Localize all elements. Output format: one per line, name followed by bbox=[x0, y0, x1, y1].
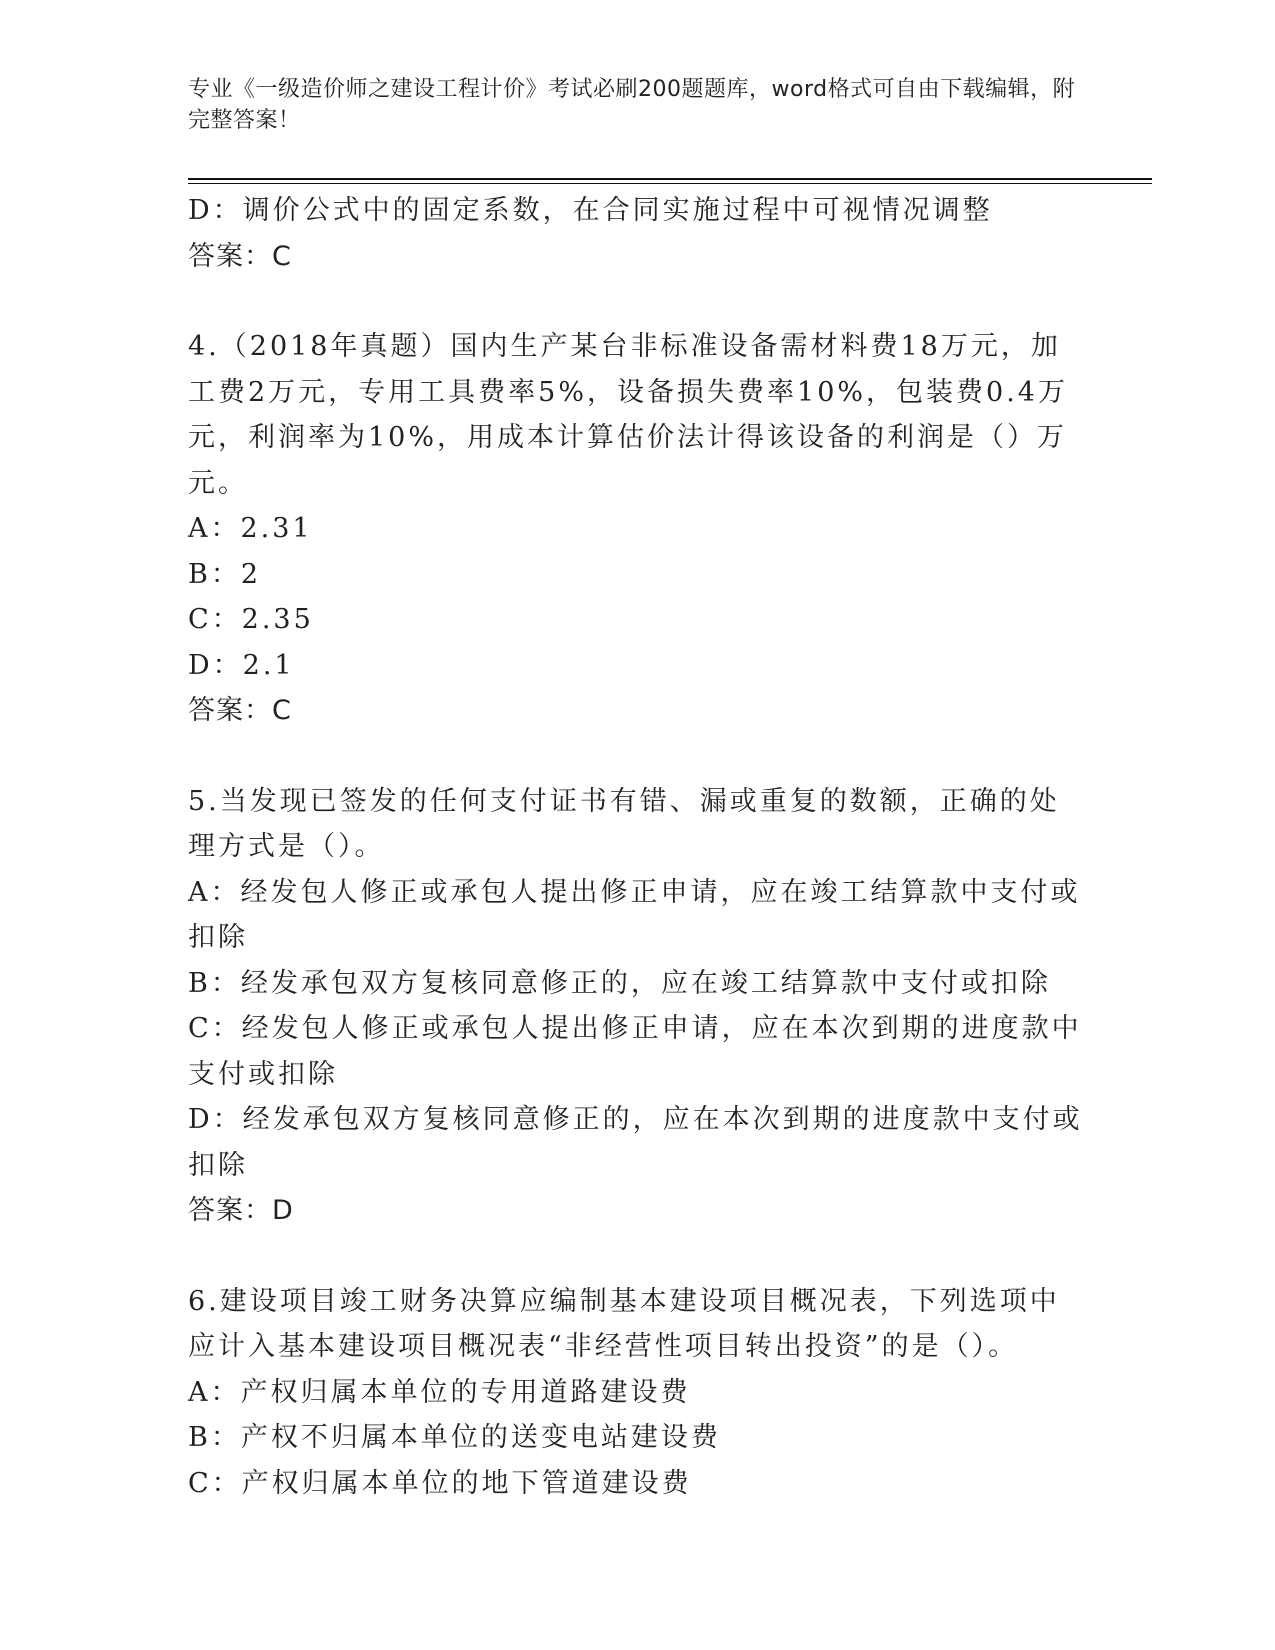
option-d: D：2.1 bbox=[188, 649, 295, 681]
option-c: C：2.35 bbox=[188, 604, 314, 635]
option-a: A：2.31 bbox=[188, 513, 313, 544]
answer-line: 答案：D bbox=[188, 1195, 294, 1226]
header-rule-thin bbox=[188, 183, 1152, 184]
answer-line: 答案：C bbox=[188, 240, 292, 272]
header-rule-thick bbox=[188, 178, 1152, 180]
option-c: C：产权归属本单位的地下管道建设费 bbox=[188, 1467, 692, 1499]
question-stem: 6.建设项目竣工财务决算应编制基本建设项目概况表，下列选项中应计入基本建设项目概况表“非经营性项目转出投资”的是（）。 bbox=[188, 1285, 1060, 1362]
option-b: B：2 bbox=[188, 558, 262, 590]
option-d: D：经发承包双方复核同意修正的，应在本次到期的进度款中支付或扣除 bbox=[188, 1104, 1083, 1181]
option-b: B：经发承包双方复核同意修正的，应在竣工结算款中支付或扣除 bbox=[188, 967, 1051, 999]
question-4 bbox=[188, 324, 1088, 734]
document-body bbox=[188, 188, 1088, 1506]
option-a: A：产权归属本单位的专用道路建设费 bbox=[188, 1376, 691, 1408]
question-5 bbox=[188, 779, 1088, 1234]
question-stem: 5.当发现已签发的任何支付证书有错、漏或重复的数额，正确的处理方式是（）。 bbox=[188, 785, 1060, 862]
question-6 bbox=[188, 1279, 1088, 1507]
option-b: B：产权不归属本单位的送变电站建设费 bbox=[188, 1422, 721, 1453]
page-header: 专业《一级造价师之建设工程计价》考试必刷200题题库，word格式可自由下载编辑，附完整答案！ bbox=[188, 77, 1076, 133]
option-a: A：经发包人修正或承包人提出修正申请，应在竣工结算款中支付或扣除 bbox=[188, 876, 1081, 953]
option-d: D：调价公式中的固定系数，在合同实施过程中可视情况调整 bbox=[188, 195, 993, 226]
answer-line: 答案：C bbox=[188, 695, 292, 726]
question-stem: 4.（2018年真题）国内生产某台非标准设备需材料费18万元，加工费2万元，专用工具费率5%，设备损失费率10%，包装费0.4万元，利润率为10%，用成本计算估价法计得该设备的利润是（）万元。 bbox=[188, 331, 1068, 499]
option-c: C：经发包人修正或承包人提出修正申请，应在本次到期的进度款中支付或扣除 bbox=[188, 1013, 1082, 1090]
question-3-tail bbox=[188, 188, 1088, 279]
